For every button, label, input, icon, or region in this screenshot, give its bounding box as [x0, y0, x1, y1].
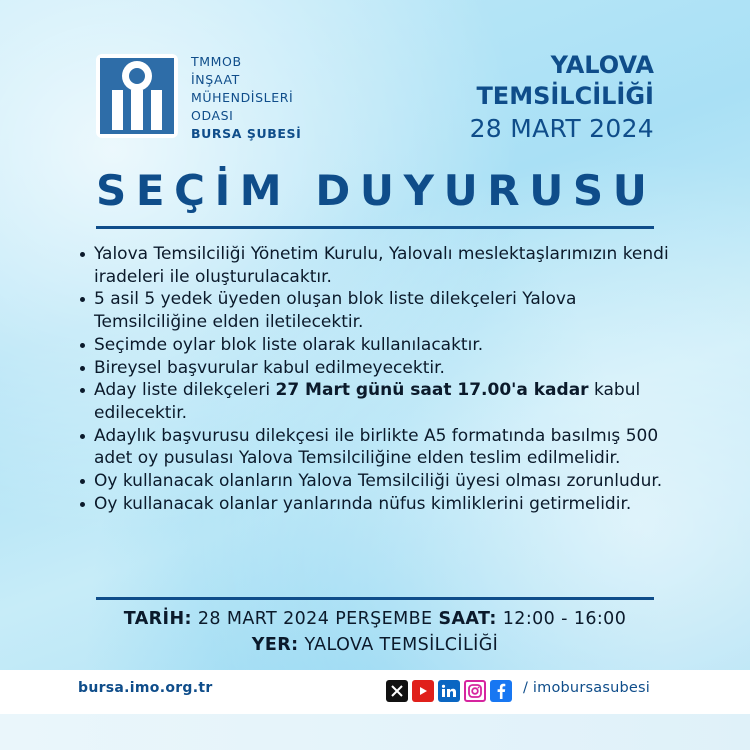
- schedule: [96, 606, 654, 658]
- org-line: ODASI: [191, 108, 234, 123]
- place-line: [96, 632, 654, 658]
- x-icon[interactable]: [386, 680, 408, 702]
- list-item-text: Aday liste dilekçeleri: [94, 380, 276, 401]
- announcement-list: [78, 243, 690, 515]
- footer-bar: [0, 670, 750, 714]
- list-item: Yalova Temsilciliği Yönetim Kurulu, Yalovalı meslektaşlarımızın kendi iradeleri ile oluşturulacaktır.: [78, 243, 690, 288]
- list-item: Adaylık başvurusu dilekçesi ile birlikte A5 formatında basılmış 500 adet oy pusulası Yalova Temsilciliğine elden teslim edilmelidir.: [78, 425, 690, 470]
- list-item: Bireysel başvurular kabul edilmeyecektir.: [78, 357, 690, 380]
- org-line: İNŞAAT: [191, 72, 240, 87]
- youtube-icon[interactable]: [412, 680, 434, 702]
- org-line: MÜHENDİSLERİ: [191, 90, 294, 105]
- representation-heading: [470, 50, 654, 145]
- bottom-strip: [0, 714, 750, 750]
- social-handle[interactable]: / imobursasubesi: [523, 680, 650, 696]
- list-item: Oy kullanacak olanların Yalova Temsilciliği üyesi olması zorunludur.: [78, 470, 690, 493]
- page-title: SEÇİM DUYURUSU: [96, 166, 657, 215]
- event-date: 28 MART 2024: [469, 114, 654, 143]
- date-value: 28 MART 2024 PERŞEMBE: [197, 609, 433, 629]
- time-label: SAAT:: [438, 609, 497, 629]
- place-label: YER:: [251, 635, 299, 655]
- organization-name: [191, 53, 301, 143]
- imo-logo-icon: [96, 54, 178, 138]
- social-links: [386, 680, 516, 702]
- list-item-text: kabul edilecektir.: [94, 380, 641, 423]
- date-label: TARİH:: [123, 609, 192, 629]
- org-line: TMMOB: [191, 54, 242, 69]
- list-item: Seçimde oylar blok liste olarak kullanılacaktır.: [78, 334, 690, 357]
- schedule-line: [96, 606, 654, 632]
- divider: [96, 226, 654, 229]
- representation-line: TEMSİLCİLİĞİ: [476, 82, 654, 110]
- divider: [96, 597, 654, 600]
- list-item: Oy kullanacak olanlar yanlarında nüfus kimliklerini getirmelidir.: [78, 493, 690, 516]
- list-item: 5 asil 5 yedek üyeden oluşan blok liste dilekçeleri Yalova Temsilciliğine elden iletilecektir.: [78, 288, 690, 333]
- linkedin-icon[interactable]: [438, 680, 460, 702]
- instagram-icon[interactable]: [464, 680, 486, 702]
- time-value: 12:00 - 16:00: [502, 609, 627, 629]
- place-value: YALOVA TEMSİLCİLİĞİ: [304, 635, 499, 655]
- representation-line: YALOVA: [550, 51, 654, 79]
- list-item: [78, 379, 690, 424]
- deadline-text: 27 Mart günü saat 17.00'a kadar: [275, 380, 589, 401]
- branch-label: BURSA ŞUBESİ: [191, 126, 302, 141]
- facebook-icon[interactable]: [490, 680, 512, 702]
- website-link[interactable]: bursa.imo.org.tr: [78, 680, 213, 696]
